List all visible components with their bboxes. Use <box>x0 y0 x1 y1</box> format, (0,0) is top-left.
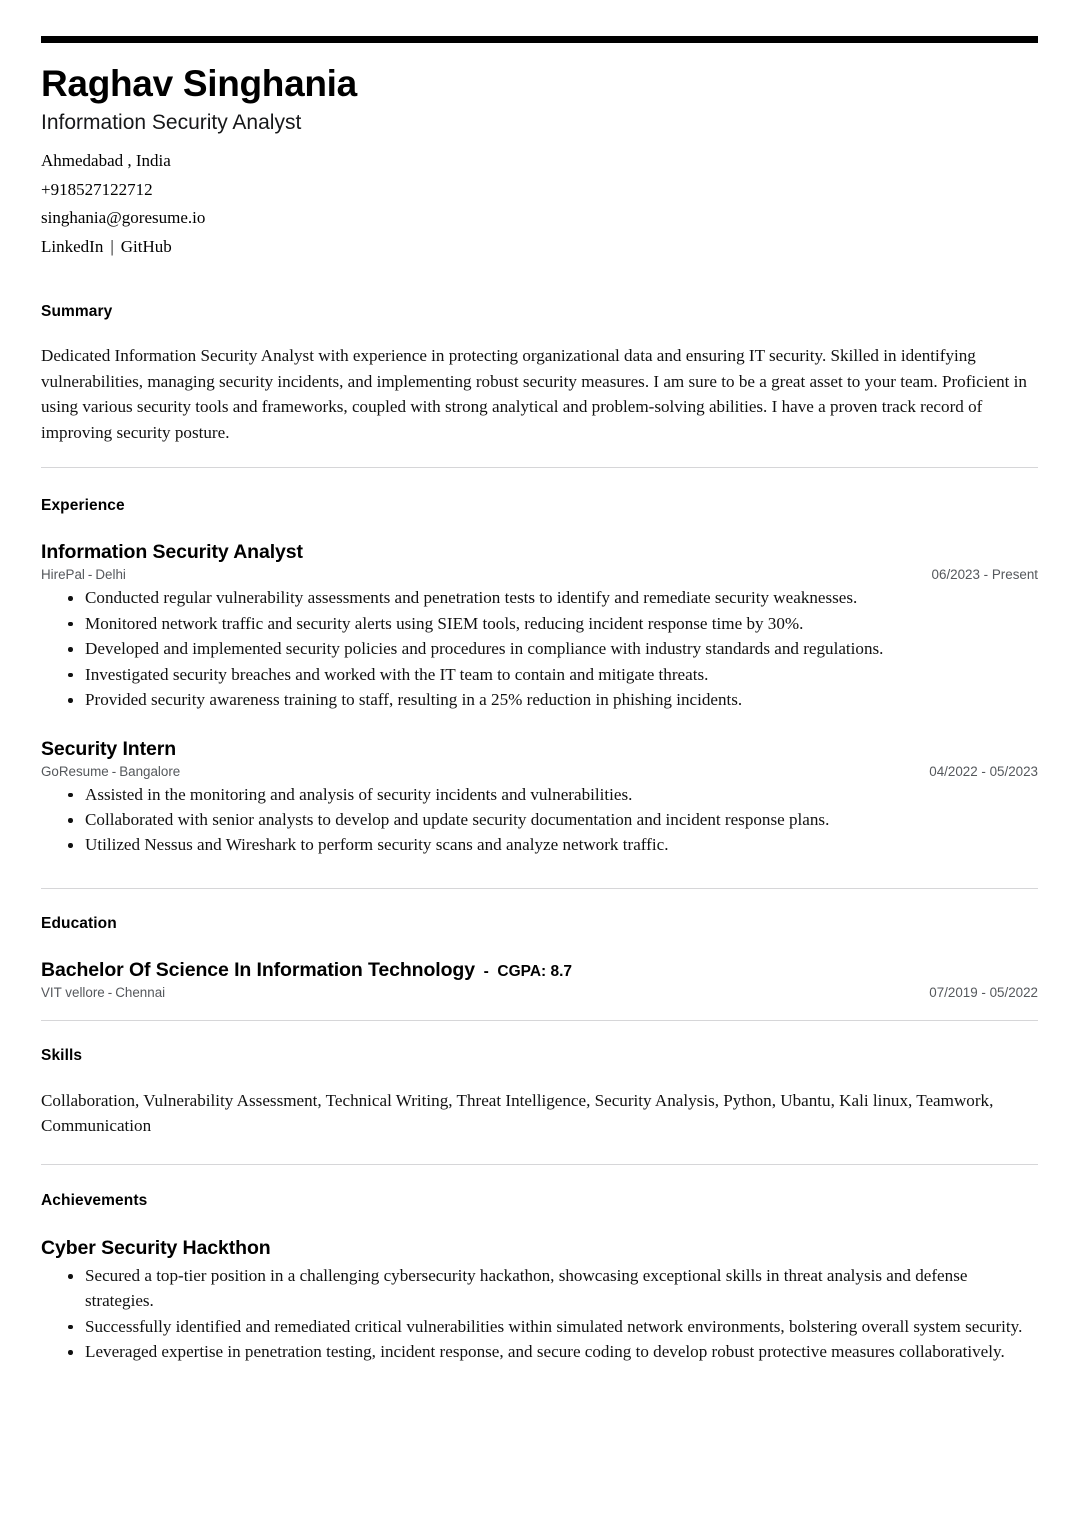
contact-email[interactable]: singhania@goresume.io <box>41 208 206 228</box>
section-divider <box>41 888 1038 889</box>
achievement-bullet-list <box>41 1263 1038 1365</box>
education-dates: 07/2019 - 05/2022 <box>929 984 1038 1000</box>
achievement-entry <box>41 1237 1038 1365</box>
section-heading-education: Education <box>41 914 117 932</box>
list-item: Secured a top-tier position in a challenging cybersecurity hackathon, showcasing exceptional skills in threat analysis and defense strategies. <box>41 1263 1038 1314</box>
meta-dash: - <box>87 567 93 583</box>
job-dates: 04/2022 - 05/2023 <box>929 763 1038 779</box>
job-title: Security Intern <box>41 737 177 760</box>
experience-entry <box>41 541 1038 712</box>
list-item: Collaborated with senior analysts to develop and update security documentation and incident response plans. <box>41 807 1038 832</box>
institution-name: VIT vellore <box>41 984 105 1000</box>
section-skills <box>41 1047 1038 1139</box>
skills-text: Collaboration, Vulnerability Assessment, Technical Writing, Threat Intelligence, Security Analysis, Python, Ubantu, Kali linux, Teamwork, Communication <box>41 1090 994 1136</box>
section-education <box>41 915 1038 1000</box>
degree-dash: - <box>483 962 489 980</box>
institution-location <box>41 985 165 1000</box>
list-item: Investigated security breaches and worked with the IT team to contain and mitigate threats. <box>41 662 1038 687</box>
institution-location-city: Chennai <box>115 984 166 1000</box>
section-achievements <box>41 1192 1038 1365</box>
meta-dash: - <box>111 763 117 779</box>
candidate-headline: Information Security Analyst <box>41 110 302 134</box>
job-company: GoResume <box>41 763 109 779</box>
list-item: Conducted regular vulnerability assessments and penetration tests to identify and remediate security weaknesses. <box>41 585 1038 610</box>
degree-title: Bachelor Of Science In Information Technology <box>41 958 475 981</box>
list-item: Monitored network traffic and security alerts using SIEM tools, reducing incident response time by 30%. <box>41 611 1038 636</box>
job-title: Information Security Analyst <box>41 541 303 564</box>
section-divider <box>41 467 1038 468</box>
job-company-location <box>41 567 126 582</box>
job-dates: 06/2023 - Present <box>931 567 1038 583</box>
job-company-location <box>41 764 180 779</box>
degree-grade: CGPA: 8.7 <box>497 962 573 980</box>
experience-entry <box>41 738 1038 858</box>
section-summary <box>41 303 1038 445</box>
list-item: Developed and implemented security policies and procedures in compliance with industry standards and regulations. <box>41 636 1038 661</box>
list-item: Assisted in the monitoring and analysis of security incidents and vulnerabilities. <box>41 782 1038 807</box>
job-location: Delhi <box>95 567 126 583</box>
section-divider <box>41 1164 1038 1165</box>
meta-dash: - <box>107 984 113 1000</box>
degree-title-row <box>41 959 1038 982</box>
achievement-title: Cyber Security Hackthon <box>41 1236 271 1259</box>
education-meta-row <box>41 985 1038 1000</box>
section-divider <box>41 1020 1038 1021</box>
list-item: Provided security awareness training to staff, resulting in a 25% reduction in phishing incidents. <box>41 687 1038 712</box>
header-accent-bar <box>41 36 1038 43</box>
job-bullet-list <box>41 782 1038 858</box>
section-heading-summary: Summary <box>41 303 113 321</box>
contact-location: Ahmedabad , India <box>41 151 171 171</box>
job-meta-row <box>41 567 1038 582</box>
resume-header <box>41 64 1038 261</box>
section-heading-experience: Experience <box>41 497 125 515</box>
section-experience <box>41 497 1038 857</box>
list-item: Successfully identified and remediated critical vulnerabilities within simulated network environments, bolstering overall system security. <box>41 1314 1038 1339</box>
list-item: Leveraged expertise in penetration testing, incident response, and secure coding to develop robust protective measures collaboratively. <box>41 1339 1038 1364</box>
candidate-name: Raghav Singhania <box>41 63 357 104</box>
job-meta-row <box>41 764 1038 779</box>
list-item: Utilized Nessus and Wireshark to perform security scans and analyze network traffic. <box>41 832 1038 857</box>
job-bullet-list <box>41 585 1038 712</box>
linkedin-link[interactable]: LinkedIn <box>41 236 104 256</box>
contact-links <box>41 233 1038 262</box>
job-company: HirePal <box>41 567 85 583</box>
link-separator: | <box>110 236 114 256</box>
job-location: Bangalore <box>119 763 181 779</box>
section-heading-skills: Skills <box>41 1046 83 1064</box>
degree-separator <box>475 963 484 980</box>
summary-text: Dedicated Information Security Analyst with experience in protecting organizational data and ensuring IT security. Skilled in identifying vulnerabilities, managing security incidents, and implementing robust security measures. I am sure to be a great asset to your team. Proficient in using various security tools and frameworks, coupled with strong analytical and problem-solving abilities. I have a proven track record of improving security posture. <box>41 346 1027 442</box>
contact-phone[interactable]: +918527122712 <box>41 179 153 199</box>
github-link[interactable]: GitHub <box>120 236 172 256</box>
section-heading-achievements: Achievements <box>41 1191 148 1209</box>
education-entry <box>41 959 1038 1000</box>
